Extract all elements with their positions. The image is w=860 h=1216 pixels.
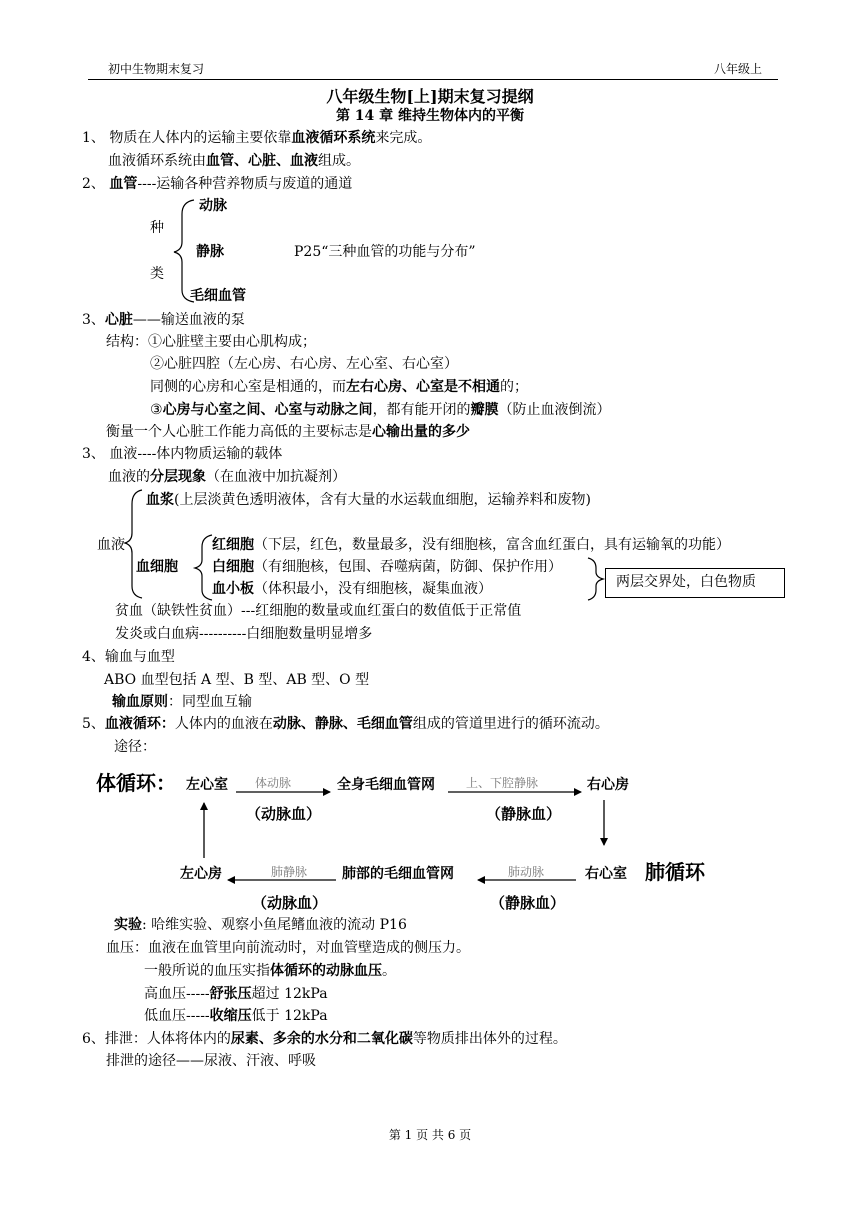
text: 低于 12kPa — [251, 1008, 328, 1024]
keyword: 血管、心脏、血液 — [206, 153, 318, 169]
keyword: 血液循环系统 — [291, 130, 376, 146]
section-number: 4、 — [82, 649, 105, 665]
page-reference: P25“三种血管的功能与分布” — [294, 244, 476, 260]
section-number: 2、 — [82, 176, 105, 192]
text: 体循环 — [96, 771, 156, 795]
keyword: 心输出量的多少 — [372, 424, 470, 440]
text: ，都有能开闭的 — [372, 402, 471, 418]
right-ventricle: 右心室 — [585, 866, 627, 882]
bp-definition: 血压：血液在血管里向前流动时，对血管壁造成的侧压力。 — [106, 940, 470, 956]
text: 超过 12kPa — [251, 986, 328, 1002]
left-ventricle: 左心室 — [186, 777, 228, 793]
right-atrium: 右心房 — [587, 777, 629, 793]
text: 同侧的心房和心室是相通的，而 — [150, 379, 346, 395]
keyword: 尿素、多余的水分和二氧化碳 — [230, 1031, 413, 1047]
text: 输血与血型 — [104, 649, 175, 665]
capillary-label: 毛细血管 — [190, 288, 246, 304]
arterial-blood-2: （动脉血） — [252, 894, 328, 912]
aorta-label: 体动脉 — [255, 776, 292, 790]
keyword: 瓣膜 — [470, 402, 499, 418]
keyword: 血小板 — [212, 581, 254, 597]
text: （下层，红色，数量最多，没有细胞核，富含血红蛋白，具有运输氧的功能） — [254, 537, 730, 553]
header-right: 八年级上 — [714, 62, 763, 76]
keyword: 血液循环： — [104, 716, 175, 732]
text: (上层淡黄色透明液体，含有大量的水运载血细胞，运输养料和废物) — [174, 492, 591, 508]
cell-brace — [195, 535, 212, 600]
note-bracket — [588, 558, 603, 600]
keyword: 心脏 — [104, 312, 133, 328]
blood-brace — [125, 490, 142, 598]
keyword: 体循环的动脉血压 — [270, 963, 382, 979]
heart-structure-1: 结构：①心脏壁主要由心肌构成； — [106, 334, 316, 350]
vein-label: 静脉 — [196, 244, 224, 260]
keyword: 白细胞 — [212, 559, 254, 575]
keyword: 血管 — [109, 176, 138, 192]
section-number: 3、 — [82, 312, 105, 328]
section-number: 6、 — [82, 1031, 105, 1047]
chapter-title: 第 14 章 维持生物体内的平衡 — [335, 108, 525, 124]
text: 组成的管道里进行的循环流动。 — [412, 716, 609, 732]
text: 等物质排出体外的过程。 — [412, 1031, 567, 1047]
keyword: 血浆 — [146, 492, 174, 508]
inflammation-line: 发炎或白血病----------白细胞数量明显增多 — [115, 626, 373, 642]
venous-blood-2: （静脉血） — [490, 894, 566, 912]
text: ----运输各种营养物质与废道的通道 — [137, 176, 353, 192]
vena-cava-label: 上、下腔静脉 — [466, 776, 539, 790]
vessel-brace — [174, 200, 194, 302]
text: 低血压----- — [144, 1008, 210, 1024]
arterial-blood-1: （动脉血） — [246, 805, 322, 823]
pulmonary-circulation-label: 肺循环 — [645, 860, 705, 884]
text: ：同型血互输 — [168, 694, 252, 710]
blood-cells-label: 血细胞 — [136, 559, 178, 575]
text: 血液的 — [108, 469, 150, 485]
keyword: 实验 — [114, 917, 142, 933]
lung-capillaries: 肺部的毛细血管网 — [342, 866, 454, 882]
section-number: 5、 — [82, 716, 105, 732]
keyword: 心房与心室之间、心室与动脉之间 — [162, 402, 373, 418]
heart-structure-2: ②心脏四腔（左心房、右心房、左心室、右心室） — [150, 356, 458, 372]
text: ： — [156, 771, 176, 795]
venous-blood-1: （静脉血） — [486, 805, 562, 823]
keyword: 动脉、静脉、毛细血管 — [272, 716, 413, 732]
text: 来完成。 — [375, 130, 432, 146]
text: （体积最小，没有细胞核，凝集血液） — [254, 581, 492, 597]
kind-char-1: 种 — [150, 220, 164, 236]
section-number: 3、 — [82, 446, 105, 462]
text: 排泄：人体将体内的 — [104, 1031, 231, 1047]
text: （有细胞核，包围、吞噬病菌，防御、保护作用） — [254, 559, 562, 575]
note-text: 两层交界处，白色物质 — [616, 574, 756, 590]
keyword: 红细胞 — [212, 537, 254, 553]
page-footer: 第 1 页 共 6 页 — [388, 1128, 472, 1142]
artery-label: 动脉 — [199, 198, 227, 214]
pulmonary-artery-label: 肺动脉 — [508, 865, 545, 879]
text: 。 — [382, 963, 396, 979]
text: 人体内的血液在 — [174, 716, 273, 732]
left-atrium: 左心房 — [180, 866, 222, 882]
text: 的； — [500, 379, 528, 395]
text: 物质在人体内的运输主要依靠 — [109, 130, 292, 146]
keyword: 收缩压 — [209, 1008, 252, 1024]
text: 高血压----- — [144, 986, 210, 1002]
pulmonary-vein-label: 肺静脉 — [271, 865, 308, 879]
text: 血液----体内物质运输的载体 — [109, 446, 283, 462]
text: （防止血液倒流） — [498, 402, 611, 418]
blood-label: 血液 — [97, 537, 125, 553]
anemia-line: 贫血（缺铁性贫血）---红细胞的数量或血红蛋白的数值低于正常值 — [115, 603, 522, 619]
doc-title: 八年级生物[上]期末复习提纲 — [326, 87, 534, 106]
kind-char-2: 类 — [150, 266, 164, 282]
text: 血液循环系统由 — [108, 153, 206, 169]
text: ——输送血液的泵 — [132, 312, 245, 328]
text: : 哈维实验、观察小鱼尾鳍血液的流动 P16 — [142, 917, 407, 933]
header-left: 初中生物期末复习 — [108, 62, 205, 76]
text: ③ — [150, 402, 163, 418]
text: （在血液中加抗凝剂） — [206, 469, 346, 485]
excretion-routes: 排泄的途径——尿液、汗液、呼吸 — [106, 1053, 316, 1069]
keyword: 左右心房、心室是不相通 — [346, 379, 500, 395]
text: 一般所说的血压实指 — [144, 963, 270, 979]
keyword: 舒张压 — [209, 986, 252, 1002]
keyword: 分层现象 — [150, 469, 206, 485]
text: 组成。 — [318, 153, 360, 169]
abo-types: ABO 血型包括 A 型、B 型、AB 型、O 型 — [104, 672, 370, 688]
section-number: 1、 — [82, 130, 105, 146]
keyword: 输血原则 — [112, 694, 168, 710]
body-capillaries: 全身毛细血管网 — [337, 777, 435, 793]
text: 衡量一个人心脏工作能力高低的主要标志是 — [106, 424, 372, 440]
route-label: 途径： — [114, 739, 156, 755]
